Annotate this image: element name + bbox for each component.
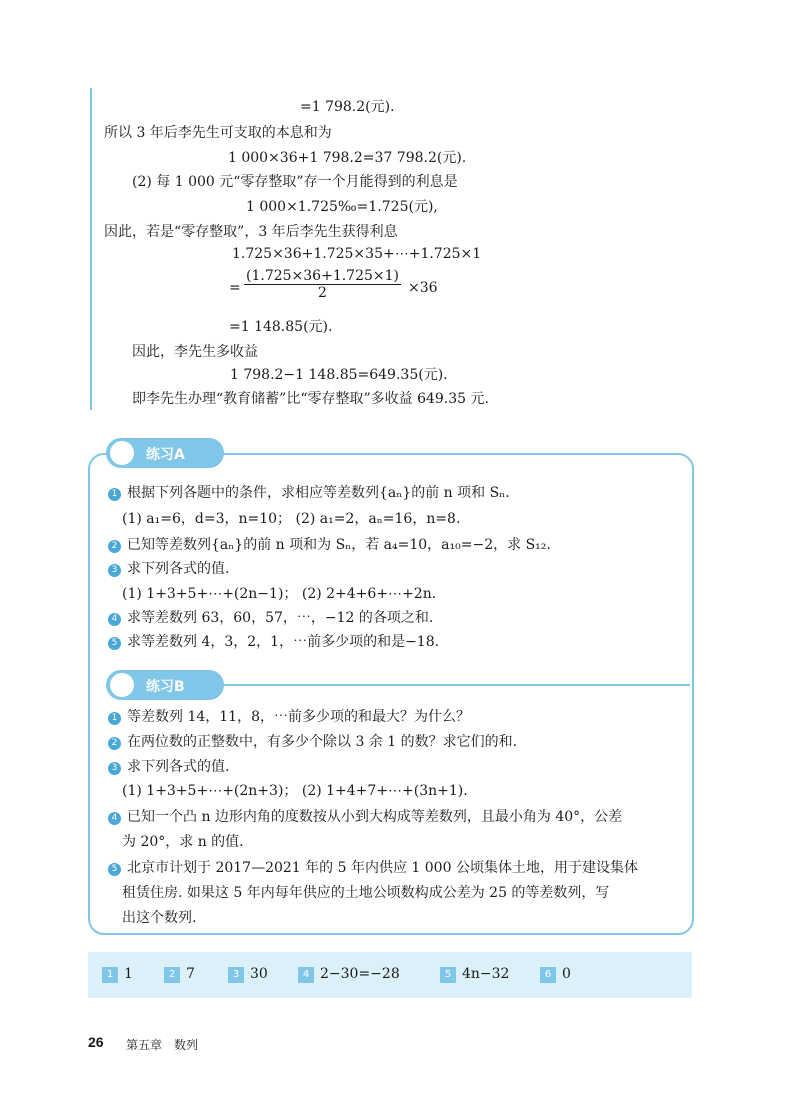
answer-item <box>540 966 571 983</box>
question-number: 1 <box>108 712 121 725</box>
answer-value: 1 <box>124 966 133 982</box>
exercise-b-question <box>108 706 470 726</box>
equals-sign: = <box>229 280 241 296</box>
question-text: 已知等差数列{aₙ}的前 n 项和为 Sₙ，若 a₄=10，a₁₀=−2，求 S₁₂. <box>127 537 551 553</box>
exercise-b-question <box>108 731 517 751</box>
globe-icon <box>110 441 134 465</box>
solution-line: 1 000×36+1 798.2=37 798.2(元). <box>228 150 467 166</box>
exercise-a-subquestion: (1) a₁=6，d=3，n=10； (2) a₁=2，aₙ=16，n=8. <box>122 511 461 527</box>
answer-number: 4 <box>298 967 314 983</box>
answers-bar <box>88 952 692 998</box>
exercise-a-question <box>108 482 510 502</box>
exercise-a-question <box>108 631 439 651</box>
answer-number: 2 <box>164 967 180 983</box>
answer-value: 2−30=−28 <box>320 966 400 982</box>
exercise-a-question <box>108 607 433 627</box>
exercise-b-continuation: 为 20°，求 n 的值. <box>122 834 244 850</box>
question-text: 求等差数列 63，60，57，⋯，−12 的各项之和. <box>127 610 434 626</box>
solution-line: 因此，若是“零存整取”，3 年后李先生获得利息 <box>104 224 398 240</box>
exercise-b-tab <box>106 670 224 700</box>
answer-item <box>164 966 195 983</box>
exercise-b-rule <box>222 684 690 686</box>
question-number: 3 <box>108 564 121 577</box>
exercise-b-question <box>108 857 638 877</box>
question-text: 求下列各式的值. <box>127 561 230 577</box>
answer-item <box>102 966 133 983</box>
question-number: 4 <box>108 613 121 626</box>
question-text: 求下列各式的值. <box>127 759 230 775</box>
question-text: 求等差数列 4，3，2，1，⋯前多少项的和是−18. <box>127 634 440 650</box>
solution-line: 1 798.2−1 148.85=649.35(元). <box>230 367 448 383</box>
question-number: 4 <box>108 812 121 825</box>
exercise-b-question <box>108 806 622 826</box>
question-text: 北京市计划于 2017—2021 年的 5 年内供应 1 000 公顷集体土地，用于建设集体 <box>127 860 638 876</box>
answer-item <box>440 966 509 983</box>
fraction-denominator: 2 <box>318 285 327 301</box>
answer-value: 30 <box>250 966 268 982</box>
fraction-numerator: (1.725×36+1.725×1) <box>246 268 399 284</box>
page-number: 26 <box>88 1034 104 1050</box>
exercise-b-continuation: 租赁住房. 如果这 5 年内每年供应的土地公顷数构成公差为 25 的等差数列，写 <box>122 885 610 901</box>
question-number: 2 <box>108 737 121 750</box>
solution-line: (2) 每 1 000 元“零存整取”存一个月能得到的利息是 <box>132 174 458 190</box>
solution-line: ×36 <box>408 280 438 296</box>
answer-value: 7 <box>186 966 195 982</box>
solution-line: 因此，李先生多收益 <box>132 344 258 360</box>
fraction <box>244 268 401 301</box>
question-number: 5 <box>108 637 121 650</box>
exercise-a-subquestion: (1) 1+3+5+⋯+(2n−1)； (2) 2+4+6+⋯+2n. <box>122 586 437 602</box>
question-text: 已知一个凸 n 边形内角的度数按从小到大构成等差数列，且最小角为 40°，公差 <box>127 809 623 825</box>
answer-number: 5 <box>440 967 456 983</box>
exercise-a-title: 练习A <box>146 447 185 463</box>
solution-margin-bar <box>90 88 92 410</box>
solution-line: 即李先生办理“教育储蓄”比“零存整取”多收益 649.35 元. <box>132 391 489 407</box>
answer-value: 0 <box>562 966 571 982</box>
answer-item <box>228 966 268 983</box>
globe-icon <box>110 673 134 697</box>
solution-line: =1 148.85(元). <box>229 319 333 335</box>
answer-number: 3 <box>228 967 244 983</box>
answer-item <box>298 966 400 983</box>
question-number: 3 <box>108 762 121 775</box>
exercise-b-continuation: 出这个数列. <box>122 910 197 926</box>
exercise-a-question <box>108 534 551 554</box>
exercise-a-tab <box>106 438 224 468</box>
exercise-b-subquestion: (1) 1+3+5+⋯+(2n+3)； (2) 1+4+7+⋯+(3n+1). <box>122 783 468 799</box>
solution-line: =1 798.2(元). <box>300 99 395 115</box>
question-number: 2 <box>108 540 121 553</box>
exercise-a-rule <box>222 453 670 455</box>
question-text: 在两位数的正整数中，有多少个除以 3 余 1 的数？求它们的和. <box>127 734 518 750</box>
answer-value: 4n−32 <box>462 966 510 982</box>
answer-number: 1 <box>102 967 118 983</box>
question-text: 等差数列 14，11，8，⋯前多少项的和最大？为什么？ <box>127 709 470 725</box>
question-text: 根据下列各题中的条件，求相应等差数列{aₙ}的前 n 项和 Sₙ. <box>127 485 510 501</box>
chapter-title: 第五章 数列 <box>126 1038 199 1052</box>
solution-line: 1.725×36+1.725×35+⋯+1.725×1 <box>232 246 482 262</box>
solution-line: 1 000×1.725‰=1.725(元), <box>246 199 438 215</box>
exercise-a-question <box>108 558 229 578</box>
solution-line: 所以 3 年后李先生可支取的本息和为 <box>104 125 332 141</box>
question-number: 1 <box>108 488 121 501</box>
answer-number: 6 <box>540 967 556 983</box>
question-number: 5 <box>108 863 121 876</box>
exercise-b-title: 练习B <box>146 679 185 695</box>
exercise-b-question <box>108 756 229 776</box>
